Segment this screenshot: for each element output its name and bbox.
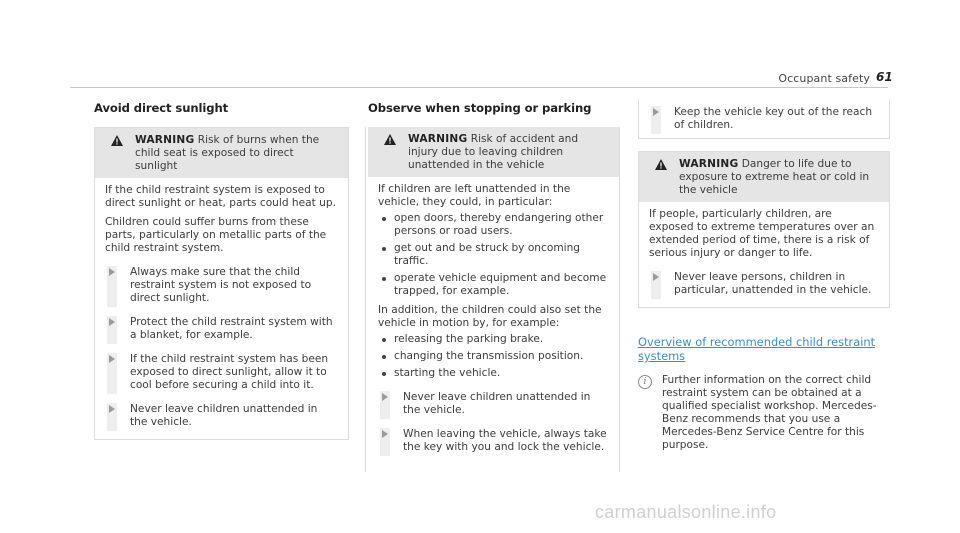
warning-body (639, 202, 889, 307)
warning-body (368, 177, 619, 460)
warning-message: Risk of accident and injury due to leaving children unattended in the vehicle (408, 133, 579, 171)
warning-label: WARNING (679, 158, 739, 170)
info-icon: i (638, 375, 652, 389)
step-arrow-icon (653, 273, 659, 281)
overview-link[interactable]: Overview of recommended child restraint systems (638, 335, 876, 363)
warning-header (368, 127, 619, 177)
heading-avoid-sunlight: Avoid direct sunlight (94, 101, 229, 115)
section-title: Occupant safety (778, 72, 870, 85)
list-item: get out and be struck by oncoming traffic. (378, 242, 609, 268)
step-item (649, 106, 879, 132)
bullet-list (378, 333, 609, 380)
step-text: Always make sure that the child restraint system is not exposed to direct sunlight. (130, 266, 312, 304)
step-item (649, 271, 879, 297)
page-number: 61 (876, 70, 893, 84)
column-sunlight (94, 102, 349, 440)
list-item: releasing the parking brake. (378, 333, 609, 346)
step-text: When leaving the vehicle, always take the key with you and lock the vehicle. (403, 428, 607, 453)
warning-body (95, 178, 348, 439)
step-item (105, 403, 338, 429)
header-rule (70, 87, 888, 88)
section-frame (365, 127, 620, 472)
paragraph: If the child restraint system is exposed to direct sunlight or heat, parts could heat up. (105, 184, 336, 209)
step-text: If the child restraint system has been exposed to direct sunlight, allow it to cool before securing a child into it. (130, 353, 329, 391)
warning-text (135, 134, 338, 173)
step-arrow-icon (382, 430, 388, 438)
step-arrow-icon (382, 393, 388, 401)
step-arrow-icon (109, 318, 115, 326)
warning-triangle-icon (384, 134, 396, 145)
warning-message: Risk of burns when the child seat is exposed to direct sunlight (135, 134, 320, 172)
warning-label: WARNING (408, 133, 468, 145)
warning-triangle-icon (111, 135, 123, 146)
paragraph: If people, particularly children, are exposed to extreme temperatures over an extended period of time, there is a risk of serious injury or danger to life. (649, 208, 875, 259)
warning-box-burns (94, 127, 349, 440)
paragraph: Children could suffer burns from these parts, particularly on metallic parts of the child restraint system. (105, 216, 327, 254)
step-text: Protect the child restraint system with a blanket, for example. (130, 316, 333, 341)
step-item (378, 391, 609, 417)
heading-stopping-parking: Observe when stopping or parking (368, 101, 592, 115)
column-parking (368, 102, 620, 472)
warning-header (639, 152, 889, 202)
list-item: operate vehicle equipment and become trapped, for example. (378, 272, 609, 298)
list-item: starting the vehicle. (378, 367, 609, 380)
warning-text (408, 133, 609, 172)
step-arrow-icon (109, 405, 115, 413)
warning-label: WARNING (135, 134, 195, 146)
step-text: Never leave children unattended in the vehicle. (403, 391, 591, 416)
bullet-list (378, 212, 609, 298)
warning-header (95, 128, 348, 178)
warning-triangle-icon (655, 159, 667, 170)
list-item: open doors, thereby endangering other persons or road users. (378, 212, 609, 238)
warning-box-extreme-temperature (638, 151, 890, 308)
list-item: changing the transmission position. (378, 350, 609, 363)
step-text: Keep the vehicle key out of the reach of children. (674, 106, 873, 131)
step-item (378, 428, 609, 454)
paragraph: In addition, the children could also set the vehicle in motion by, for example: (378, 304, 602, 329)
child-restraint-overview (638, 336, 890, 452)
step-item (105, 316, 338, 342)
info-note (638, 374, 890, 452)
step-text: Never leave persons, children in particular, unattended in the vehicle. (674, 271, 872, 296)
step-arrow-icon (109, 268, 115, 276)
step-arrow-icon (109, 355, 115, 363)
warning-text (679, 158, 879, 197)
step-item (105, 266, 338, 305)
step-continuation-box (638, 100, 890, 139)
watermark: carmanualsonline.info (595, 502, 777, 522)
warning-message: Danger to life due to exposure to extreme heat or cold in the vehicle (679, 158, 870, 196)
paragraph: If children are left unattended in the vehicle, they could, in particular: (378, 183, 571, 208)
step-item (105, 353, 338, 392)
column-heat-cold (638, 100, 890, 452)
step-text: Never leave children unattended in the vehicle. (130, 403, 318, 428)
step-arrow-icon (653, 108, 659, 116)
info-text: Further information on the correct child restraint system can be obtained at a qualified specialist workshop. Mercedes-Benz recommends that you use a Mercedes-Benz Service Centre for this purpose. (662, 374, 877, 451)
